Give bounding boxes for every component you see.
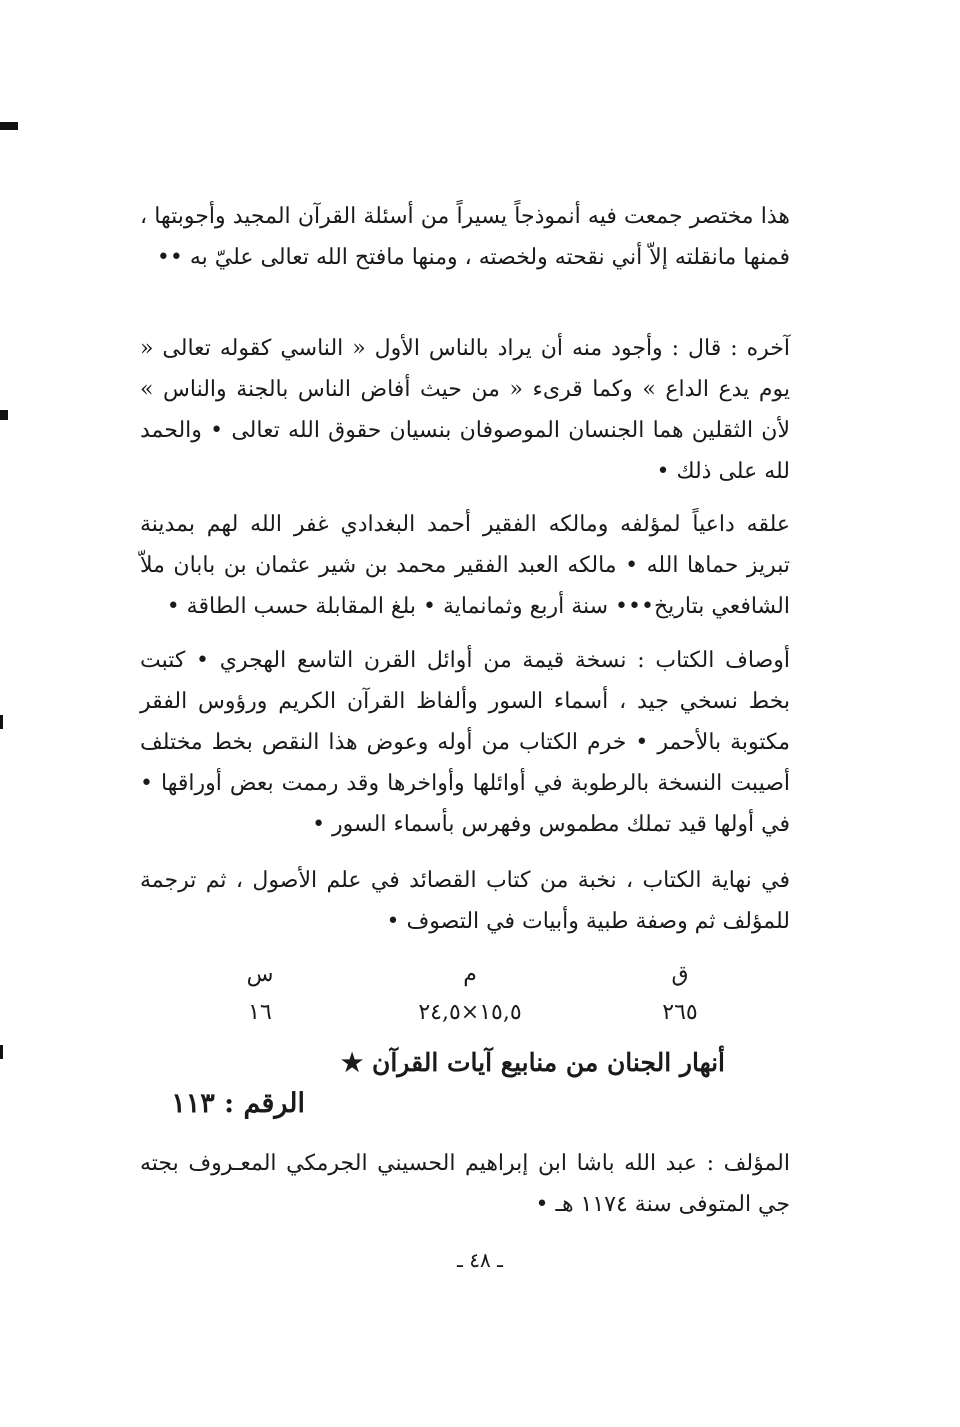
- paragraph-contents: في نهاية الكتاب ، نخبة من كتاب القصائد في علم الأصول ، ثم ترجمة للمؤلف ثم وصفة طبية وأبيات في التصوف •: [140, 868, 790, 934]
- header-m: م: [463, 961, 477, 987]
- paragraph-ending: آخره : قال : وأجود منه أن يراد بالناس الأول « الناسي كقوله تعالى « يوم يدع الداع » وكما قرىء « من حيث أفاض الناس بالجنة والناس » لأن الثقلين هما الجنسان الموصوفان بنسيان حقوق الله تعالى • والحمد لله على ذلك •: [140, 336, 790, 484]
- paragraph-description: أوصاف الكتاب : نسخة قيمة من أوائل القرن التاسع الهجري • كتبت بخط نسخي جيد ، أسماء السور وألفاظ القرآن الكريم ورؤوس الفقر مكتوبة بالأحمر • خرم الكتاب من أوله وعوض هذا النقص بخط مختلف أصيبت النسخة بالرطوبة في أوائلها وأواخرها وقد رممت بعض أوراقها • في أولها قيد تملك مطموس وفهرس بأسماء السور •: [140, 648, 790, 837]
- paragraph-intro: هذا مختصر جمعت فيه أنموذجاً يسيراً من أسئلة القرآن المجيد وأجوبتها ، فمنها مانقلته إلاّ أني نقحته ولخصته ، ومنها مافتح الله تعالى عليّ به ••: [140, 204, 790, 270]
- entry-author: المؤلف : عبد الله باشا ابن إبراهيم الحسيني الجرمكي المعـروف بجته جي المتوفى سنة ١١٧٤ هـ •: [140, 1151, 790, 1217]
- value-s: ١٦: [248, 999, 272, 1025]
- header-q: ق: [671, 961, 689, 987]
- page-number: ـ ٤٨ ـ: [457, 1248, 503, 1272]
- paragraph-colophon: علقه داعياً لمؤلفه ومالكه الفقير أحمد البغدادي غفر الله لهم بمدينة تبريز حماها الله • مالكه العبد الفقير محمد بن شير عثمان بن بابان ملاّ الشافعي بتاريخ••• سنة أربع وثمانماية • بلغ المقابلة حسب الطاقة •: [140, 512, 790, 619]
- measurements-table: [200, 955, 740, 1031]
- scan-edge-mark: [0, 410, 8, 420]
- value-q: ٢٦٥: [662, 999, 698, 1025]
- value-m: ١٥,٥×٢٤,٥: [418, 999, 522, 1025]
- measurements-header-row: [200, 955, 740, 993]
- entry-number: الرقم : ١١٣: [171, 1088, 305, 1119]
- measurements-value-row: [200, 993, 740, 1031]
- scan-edge-mark: [0, 122, 18, 130]
- entry-title: أنهار الجنان من منابيع آيات القرآن ★: [340, 1048, 725, 1077]
- scan-edge-mark: [0, 715, 3, 729]
- header-s: س: [246, 961, 274, 987]
- scan-edge-mark: [0, 1045, 3, 1059]
